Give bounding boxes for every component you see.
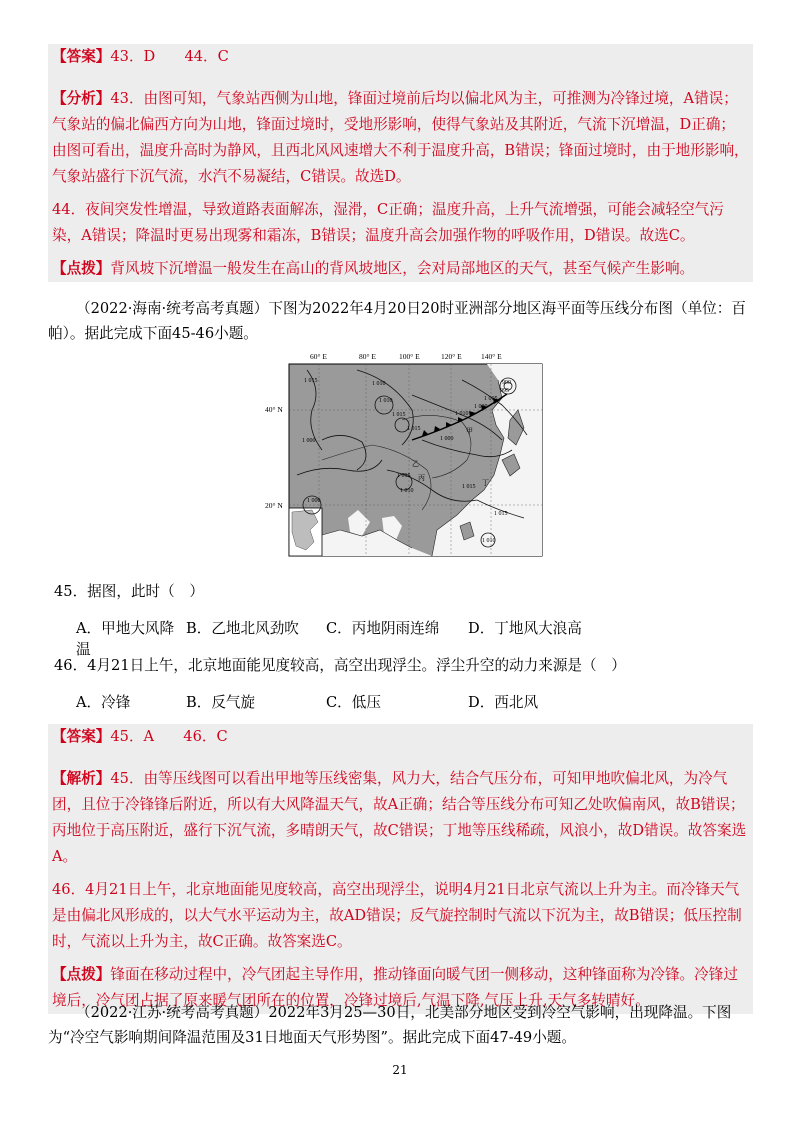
answer-line [52, 44, 749, 70]
lon-label-140: 140° E [481, 352, 502, 361]
isobar-label: 1 010 [372, 381, 386, 387]
lon-label-120: 120° E [441, 352, 462, 361]
option-a: A．冷锋 [76, 694, 131, 711]
isobar-label: 1 015 [397, 473, 411, 479]
answer-text: 45．A 46．C [110, 728, 228, 745]
option-c: C．丙地阴雨连绵 [326, 620, 440, 637]
lon-label-80: 80° E [359, 352, 376, 361]
option-a: A．甲地大风降温 [76, 620, 175, 658]
answer-tag: 【答案】 [52, 48, 111, 65]
question-46-stem: 46．4月21日上午，北京地面能见度较高，高空出现浮尘。浮尘升空的动力来源是（ ） [54, 657, 626, 674]
isobar-map-figure [262, 350, 548, 558]
analysis-paragraph [52, 86, 749, 190]
place-label-bing: 丙 [418, 474, 425, 482]
lon-label-60: 60° E [310, 352, 327, 361]
question-stem-45-46 [48, 296, 753, 346]
tip-tag: 【点拨】 [52, 966, 111, 983]
question-45-stem: 45．据图，此时（ ） [54, 583, 204, 600]
tip-text: 锋面在移动过程中，冷气团起主导作用，推动锋面向暖气团一侧移动，这种锋面称为冷锋。冷锋过境后，冷气团占据了原来暖气团所在的位置，冷锋过境后,气温下降,气压上升,天气多转晴好。 [52, 966, 738, 1009]
question-45-options [76, 617, 582, 659]
lat-label-20: 20° N [265, 501, 283, 510]
isobar-label: 1 010 [379, 398, 393, 404]
isobar-label: 1 015 [494, 511, 508, 517]
isobar-label: 1 010 [482, 538, 496, 544]
tip-tag: 【点拨】 [52, 260, 111, 277]
tip-paragraph [52, 256, 749, 282]
analysis-tag: 【分析】 [52, 90, 111, 107]
option-c: C．低压 [326, 694, 381, 711]
answer-block-43-44 [48, 44, 753, 282]
isobar-label: 990 [502, 380, 511, 386]
isobar-label: 1 000 [474, 404, 488, 410]
option-b: B．反气旋 [186, 694, 256, 711]
q46-analysis: 46．4月21日上午，北京地面能见度较高，高空出现浮尘，说明4月21日北京气流以上升为主。而冷锋天气是由偏北风形成的，以大气水平运动为主，故AD错误；反气旋控制时气流以下沉为主，故B错误；低压控制时，气流以上升为主，故C正确。故答案选C。 [52, 881, 742, 950]
isobar-label: 995 [500, 388, 509, 394]
isobar-label: 1 015 [392, 412, 406, 418]
stem-text: （2022·江苏·统考高考真题）2022年3月25—30日，北美部分地区受到冷空气影响，出现降温。下图为“冷空气影响期间降温范围及31日地面天气形势图”。据此完成下面47-49小题。 [48, 1004, 732, 1046]
isobar-label: 1 010 [455, 411, 469, 417]
question-stem-47-49 [48, 1000, 753, 1050]
analysis-tag: 【解析】 [52, 770, 111, 787]
isobar-label: 1 015 [304, 378, 318, 384]
question-46-options [76, 691, 538, 712]
answer-line [52, 724, 749, 750]
analysis-text: 43．由图可知，气象站西侧为山地，锋面过境前后均以偏北风为主，可推测为冷锋过境，A错误；气象站的偏北偏西方向为山地，锋面过境时，受地形影响，使得气象站及其附近，气流下沉增温，D正确；由图可看出，温度升高时为静风，且西北风风速增大不利于温度升高，B错误；锋面过境时，由于地形影响，气象站盛行下沉气流，水汽不易凝结，C错误。故选D。 [52, 90, 749, 185]
isobar-label: 1 015 [462, 484, 476, 490]
q44-analysis: 44．夜间突发性增温，导致道路表面解冻，湿滑，C正确；温度升高，上升气流增强，可能会减轻空气污染，A错误；降温时更易出现雾和霜冻，B错误；温度升高会加强作物的呼吸作用，D错误。故选C。 [52, 201, 724, 244]
answer-text: 43．D 44．C [110, 48, 229, 65]
isobar-label: 1 015 [407, 426, 421, 432]
answer-tag: 【答案】 [52, 728, 111, 745]
option-d: D．西北风 [468, 694, 539, 711]
lat-label-40: 40° N [265, 405, 283, 414]
stem-text: （2022·海南·统考高考真题）下图为2022年4月20日20时亚洲部分地区海平面等压线分布图（单位：百帕）。据此完成下面45-46小题。 [48, 300, 746, 342]
isobar-label: 1 000 [440, 436, 454, 442]
tip-text: 背风坡下沉增温一般发生在高山的背风坡地区，会对局部地区的天气，甚至气候产生影响。 [110, 260, 695, 277]
analysis-paragraph [52, 766, 749, 870]
page-number: 21 [392, 1063, 408, 1077]
place-label-yi: 乙 [412, 460, 419, 468]
place-label-jia: 甲 [466, 427, 473, 435]
option-d: D．丁地风大浪高 [468, 620, 582, 637]
option-b: B．乙地北风劲吹 [186, 620, 299, 637]
lon-label-100: 100° E [399, 352, 420, 361]
isobar-label: 1 005 [484, 396, 498, 402]
isobar-label: 1 000 [302, 438, 316, 444]
isobar-label: 1 000 [307, 498, 321, 504]
isobar-label: 1 010 [400, 488, 414, 494]
answer-block-45-46 [48, 724, 753, 1014]
analysis-text: 45．由等压线图可以看出甲地等压线密集，风力大，结合气压分布，可知甲地吹偏北风，为冷气团，且位于冷锋锋后附近，所以有大风降温天气，故A正确；结合等压线分布可知乙处吹偏南风，故B错误；丙地位于高压附近，盛行下沉气流，多晴朗天气，故C错误；丁地等压线稀疏，风浪小，故D错误。故答案选A。 [52, 770, 747, 865]
place-label-ding: 丁 [482, 479, 489, 487]
